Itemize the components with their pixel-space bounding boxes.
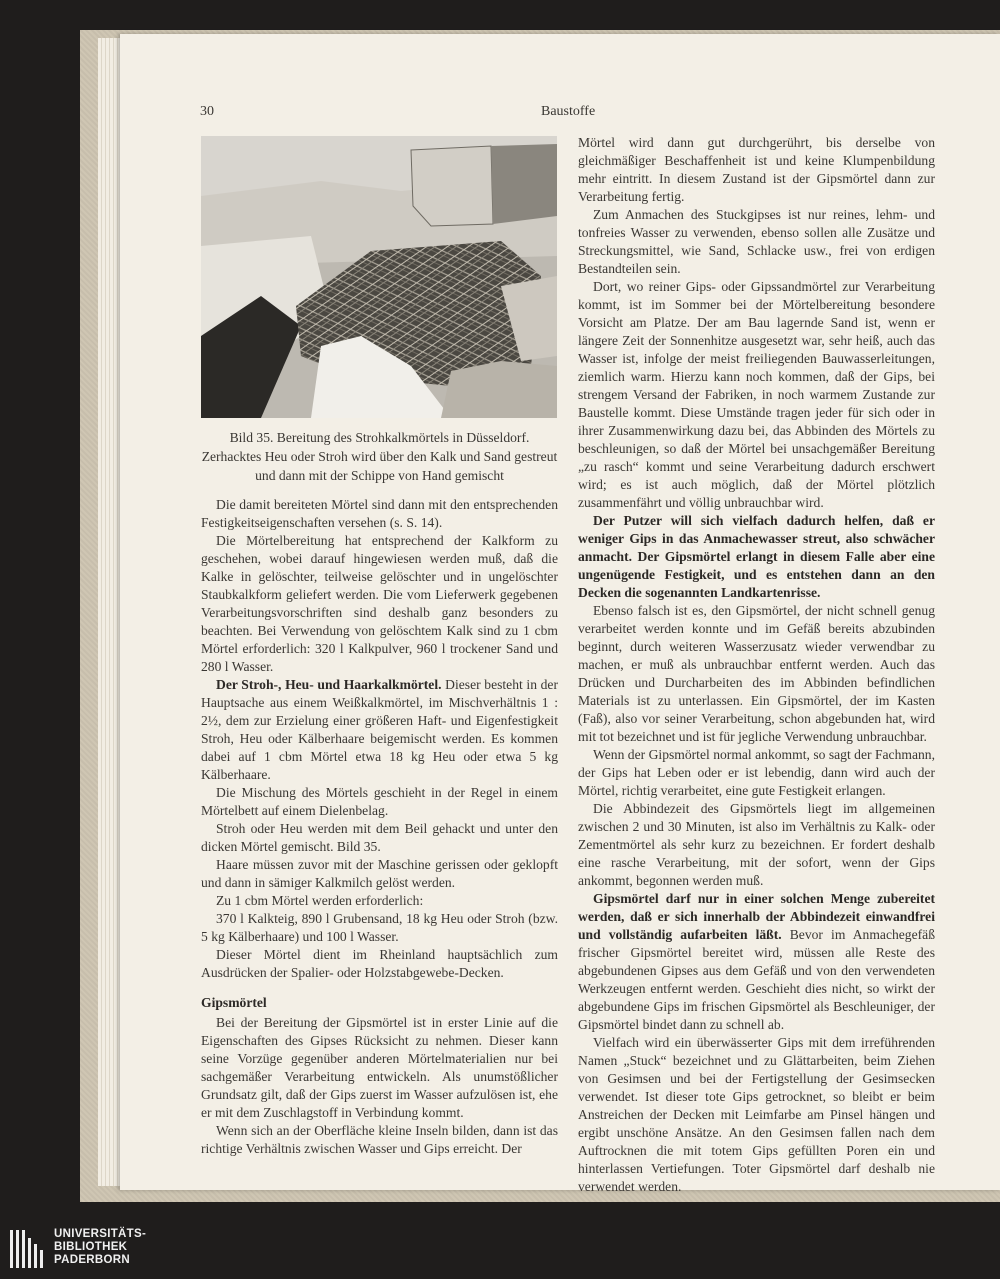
paragraph-text: Dieser besteht in der Hauptsache aus einem Weißkalkmörtel, im Mischverhältnis 1 : 2½, dem zur Erzielung einer größeren Haft- und Eigenfestigkeit Stroh, Heu oder Kälberhaare beigemischt werden. Es kommen dabei auf 1 cbm Mörtel etwa 18 kg Heu oder etwa 5 kg Kälberhaare.	[201, 677, 558, 782]
paragraph: Dort, wo reiner Gips- oder Gipssandmörtel zur Verarbeitung kommt, ist im Sommer bei der Mörtelbereitung besondere Vorsicht am Platze. Der am Bau lagernde Sand ist, wenn er längere Zeit der Sonnenhitze ausgesetzt war, sehr heiß, auch das Wasser ist, infolge der meist freiliegenden Bauwasserleitungen, ziemlich warm. Hierzu kann noch kommen, daß der Gips, bei strengem Versand der Fabriken, in noch warmem Zustande zur Baustelle kommt. Diese Umstände tragen jeder für sich oder in ihrer Zusammenwirkung dazu bei, das Abbinden des Mörtels zu beschleunigen, so daß der Mörtel bei unsachgemäßer Bereitung „zu rasch“ kommt und seine Verarbeitung dadurch erschwert wird; es ist auch möglich, daß der Mörtel plötzlich zusammenfährt und völlig unbrauchbar wird.	[578, 279, 935, 510]
figure-caption: Bild 35. Bereitung des Strohkalkmörtels in Düsseldorf. Zerhacktes Heu oder Stroh wird über den Kalk und Sand gestreut und dann mit der Schippe von Hand gemischt	[201, 430, 558, 483]
paragraph: Mörtel wird dann gut durchgerührt, bis derselbe von gleichmäßiger Beschaffenheit ist und keine Klumpenbildung mehr eintritt. In diesem Zustand ist der Gipsmörtel dann zur Verarbeitung fertig.	[578, 135, 935, 204]
bold-lead: Gipsmörtel darf nur in einer solchen Menge zubereitet werden, daß er sich innerhalb der Abbindezeit einwandfrei und vollständig aufarbeiten läßt.	[578, 891, 935, 942]
page-number: 30	[200, 104, 214, 119]
photo-illustration	[201, 136, 557, 418]
paragraph: Die damit bereiteten Mörtel sind dann mit den entsprechenden Festigkeitseigenschaften versehen (s. S. 14).	[201, 497, 558, 530]
paragraph-text: Bevor im Anmachegefäß frischer Gipsmörtel bereitet wird, müssen alle Reste des abgebundenen Gipses aus dem Gefäß und von den verwendeten Werkzeugen entfernt werden. Geschieht dies nicht, so wirkt der abgebundene Gips im frischen Gipsmörtel als Beschleuniger, der Gipsmörtel bindet dann zu schnell ab.	[578, 927, 935, 1032]
paragraph: Ebenso falsch ist es, den Gipsmörtel, der nicht schnell genug verarbeitet werden konnte und im Gefäß bereits abzubinden beginnt, durch weiteren Wasserzusatz wieder verwendbar zu machen, er muß als unbrauchbar entfernt werden. Auch das Drücken und Durcharbeiten des im Abbinden befindlichen Materials ist zu unterlassen. Ein Gipsmörtel, der im Kasten (Faß), also vor seiner Verarbeitung, schon abgebunden hat, wird mit tot bezeichnet und ist für jegliche Verwendung unbrauchbar.	[578, 603, 935, 744]
paragraph: Die Mischung des Mörtels geschieht in der Regel in einem Mörtelbett auf einem Dielenbelag.	[201, 785, 558, 818]
figure-photo	[201, 136, 557, 418]
library-logo-icon	[8, 1226, 48, 1276]
bold-lead: Der Stroh-, Heu- und Haarkalkmörtel.	[216, 677, 442, 692]
paragraph: 370 l Kalkteig, 890 l Grubensand, 18 kg Heu oder Stroh (bzw. 5 kg Kälberhaare) und 100 l Wasser.	[201, 911, 558, 944]
logo-line: UNIVERSITÄTS-	[54, 1228, 147, 1240]
running-title: Baustoffe	[541, 104, 596, 119]
paragraph: Bei der Bereitung der Gipsmörtel ist in erster Linie auf die Eigenschaften des Gipses Rücksicht zu nehmen. Dieser kann seine Vorzüge gegenüber anderen Mörtelmaterialien nur bei sachgemäßer Verarbeitung entwickeln. Als unumstößlicher Grundsatz gilt, daß der Gips zuerst im Wasser aufzulösen ist, ehe er mit dem Zuschlagstoff in Verbindung kommt.	[201, 1015, 558, 1120]
paragraph: Wenn sich an der Oberfläche kleine Inseln bilden, dann ist das richtige Verhältnis zwischen Wasser und Gips erreicht. Der	[201, 1123, 558, 1156]
paragraph	[578, 512, 935, 602]
paragraph: Zum Anmachen des Stuckgipses ist nur reines, lehm- und tonfreies Wasser zu verwenden, ebenso sollen alle Zusätze und Streckungsmittel, wie Sand, Schlacke usw., frei von erdigen Bestandteilen sein.	[578, 207, 935, 276]
section-heading: Gipsmörtel	[201, 995, 267, 1010]
paragraph	[578, 890, 935, 1034]
logo-line: PADERBORN	[54, 1254, 130, 1266]
paragraph	[201, 676, 558, 784]
left-column	[201, 496, 558, 1158]
paragraph: Wenn der Gipsmörtel normal ankommt, so sagt der Fachmann, der Gips hat Leben oder er ist lebendig, dann wird auch der Mörtel, richtig verarbeitet, eine gute Festigkeit erlangen.	[578, 747, 935, 798]
bold-paragraph: Der Putzer will sich vielfach dadurch helfen, daß er weniger Gips in das Anmachewasser streut, also schwächer anmacht. Der Gipsmörtel erlangt in diesem Falle aber eine ungenügende Festigkeit, und es entstehen dann an den Decken die sogenannten Landkartenrisse.	[578, 513, 935, 600]
paragraph: Zu 1 cbm Mörtel werden erforderlich:	[216, 893, 424, 908]
logo-line: BIBLIOTHEK	[54, 1241, 128, 1253]
right-column	[578, 134, 935, 1196]
paragraph: Haare müssen zuvor mit der Maschine gerissen oder geklopft und dann in sämiger Kalkmilch gelöst werden.	[201, 857, 558, 890]
paragraph: Dieser Mörtel dient im Rheinland hauptsächlich zum Ausdrücken der Spalier- oder Holzstabgewebe-Decken.	[201, 947, 558, 980]
library-logo-text	[54, 1228, 146, 1267]
paragraph: Die Abbindezeit des Gipsmörtels liegt im allgemeinen zwischen 2 und 30 Minuten, ist also im Verhältnis zu Kalk- oder Zementmörtel als sehr kurz zu bezeichnen. Er fordert deshalb eine rasche Verarbeitung, mit der sofort, wenn der Gips ankommt, begonnen werden muß.	[578, 801, 935, 888]
paragraph: Vielfach wird ein überwässerter Gips mit dem irreführenden Namen „Stuck“ bezeichnet und zu Glättarbeiten, beim Ziehen von Gesimsen und bei der Fertigstellung der Gesimsecken verwendet. Ist dieser tote Gips getrocknet, so bleibt er beim Anstreichen der Decken mit Leimfarbe am Pinsel hängen und ergibt unschöne Ansätze. An den Gesimsen fallen nach dem Auftrocknen die mit totem Gips gefüllten Poren ein und hinterlassen Vertiefungen. Toter Gipsmörtel darf deshalb nie verwendet werden.	[578, 1035, 935, 1194]
paragraph: Stroh oder Heu werden mit dem Beil gehackt und unter den dicken Mörtel gemischt. Bild 35.	[201, 821, 558, 854]
paragraph: Die Mörtelbereitung hat entsprechend der Kalkform zu geschehen, wobei darauf hingewiesen werden muß, daß die Kalke in gelöschter, teilweise gelöschter und in ungelöschter Staubkalkform geliefert werden. Die vom Lieferwerk gegebenen Verarbeitungsvorschriften sind deshalb ganz besonders zu beachten. Bei Verwendung von gelöschtem Kalk sind zu 1 cbm Mörtel erforderlich: 320 l Kalkpulver, 960 l trockener Sand und 280 l Wasser.	[201, 533, 558, 674]
